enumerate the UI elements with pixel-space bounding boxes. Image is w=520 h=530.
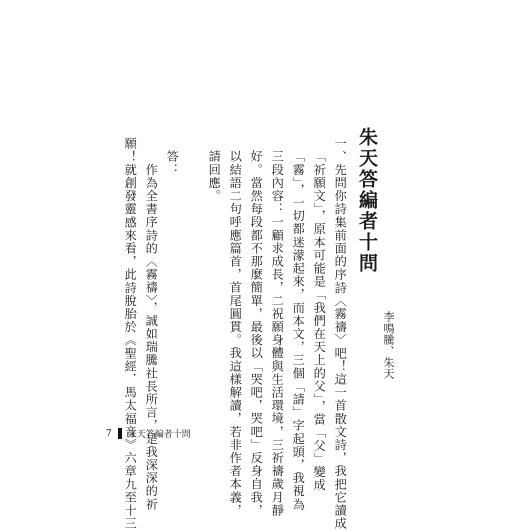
page-number: 7 <box>106 428 112 439</box>
body-column: 好。當然每段都不那麼簡單，最後以「哭吧，哭吧」反身自我， <box>249 150 264 517</box>
body-column: 三段內容：一顧求成長，二祝願身體與生活環境，三祈禱歲月靜 <box>270 150 285 517</box>
author-byline: 李鳴騰、朱天 <box>382 311 395 380</box>
article-title: 朱天答編者十問 <box>356 127 378 274</box>
body-column: 作為全書序詩的〈霧禱〉，誠如瑞騰社長所言，是我深深的祈 <box>144 150 159 511</box>
body-column: 請回應。 <box>207 150 222 203</box>
footer-divider-bar <box>118 428 122 439</box>
body-column: 願！就創發靈感來看，此詩脫胎於《聖經．馬太福音》六章九至十三 <box>123 137 138 530</box>
body-column: 「祈願文」，原本可能是「我們在天上的父」，當「父」變成 <box>312 150 327 492</box>
body-column: 「霧」，一切都迷濛起來，而本文，三個「請」字起頭，我視為 <box>291 150 306 511</box>
answer-label: 答： <box>165 150 180 177</box>
body-column: 一、先問你詩集前面的序詩〈霧禱〉吧！這一首散文詩，我把它讀成 <box>333 137 348 530</box>
page-footer <box>106 427 191 440</box>
body-column: 以結語二句呼應篇首，首尾圓貫。我這樣解讀，若非作者本義， <box>228 150 243 517</box>
running-title: 朱天答編者十問 <box>127 430 191 440</box>
